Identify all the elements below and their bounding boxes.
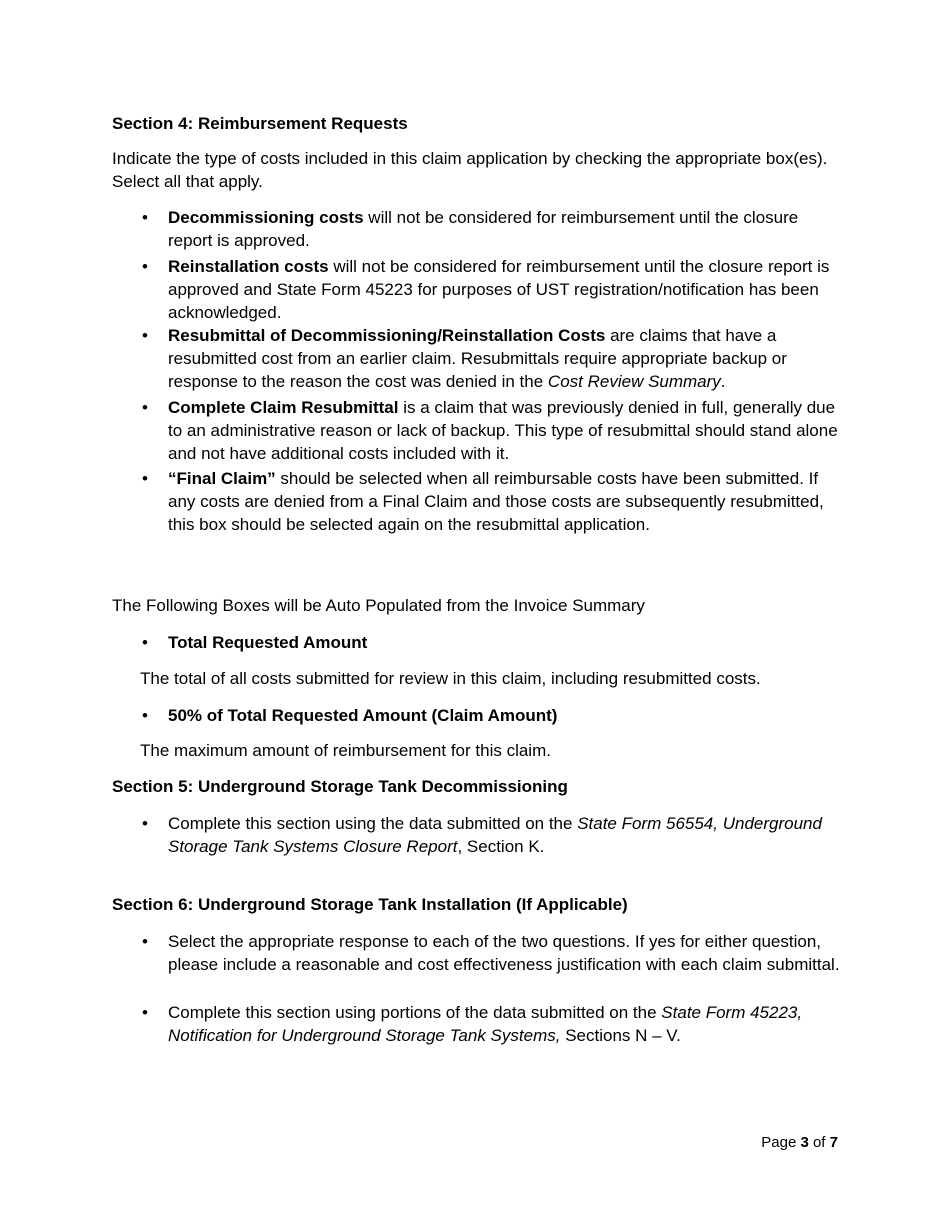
bullet-icon: • [142,208,148,227]
section4-heading: Section 4: Reimbursement Requests [112,114,408,133]
list-item: • Complete this section using the data submitted on the State Form 56554, Underground Storage Tank Systems Closure Report, Section K. [142,814,822,856]
list-item: • Complete Claim Resubmittal is a claim that was previously denied in full, generally due to an administrative reason or lack of backup. This type of resubmittal should stand alone and not have additional costs included with it. [142,398,838,463]
auto-populated-note: The Following Boxes will be Auto Populated from the Invoice Summary [112,596,645,615]
bullet-icon: • [142,1003,148,1022]
list-item: • Reinstallation costs will not be considered for reimbursement until the closure report is approved and State Form 45223 for purposes of UST registration/notification has been acknowledged. [142,257,830,322]
bullet-icon: • [142,706,148,725]
bullet-icon: • [142,633,148,652]
list-item: • Complete this section using portions of the data submitted on the State Form 45223, Notification for Underground Storage Tank Systems, Sections N – V. [142,1003,803,1045]
section6-heading: Section 6: Underground Storage Tank Installation (If Applicable) [112,895,628,914]
list-item: • Resubmittal of Decommissioning/Reinstallation Costs are claims that have a resubmitted cost from an earlier claim. Resubmittals require appropriate backup or response to the reason the cost was denied in the Cost Review Summary. [142,326,787,391]
bullet-icon: • [142,257,148,276]
claim-description: The maximum amount of reimbursement for this claim. [140,741,551,760]
list-item: • Select the appropriate response to each of the two questions. If yes for either question, please include a reasonable and cost effectiveness justification with each claim submittal. [142,932,840,974]
page-number: Page 3 of 7 [761,1134,838,1151]
bullet-icon: • [142,326,148,345]
section5-heading: Section 5: Underground Storage Tank Decommissioning [112,777,568,796]
total-description: The total of all costs submitted for review in this claim, including resubmitted costs. [140,669,761,688]
list-item: • 50% of Total Requested Amount (Claim Amount) [142,706,558,725]
list-item: • Decommissioning costs will not be considered for reimbursement until the closure report is approved. [142,208,799,250]
bullet-icon: • [142,932,148,951]
section4-intro: Indicate the type of costs included in this claim application by checking the appropriate box(es). Select all that apply. [112,149,828,191]
bullet-icon: • [142,398,148,417]
list-item: • “Final Claim” should be selected when all reimbursable costs have been submitted. If any costs are denied from a Final Claim and those costs are subsequently resubmitted, this box should be selected again on the resubmittal application. [142,469,824,534]
list-item: • Total Requested Amount [142,633,368,652]
bullet-icon: • [142,814,148,833]
bullet-icon: • [142,469,148,488]
